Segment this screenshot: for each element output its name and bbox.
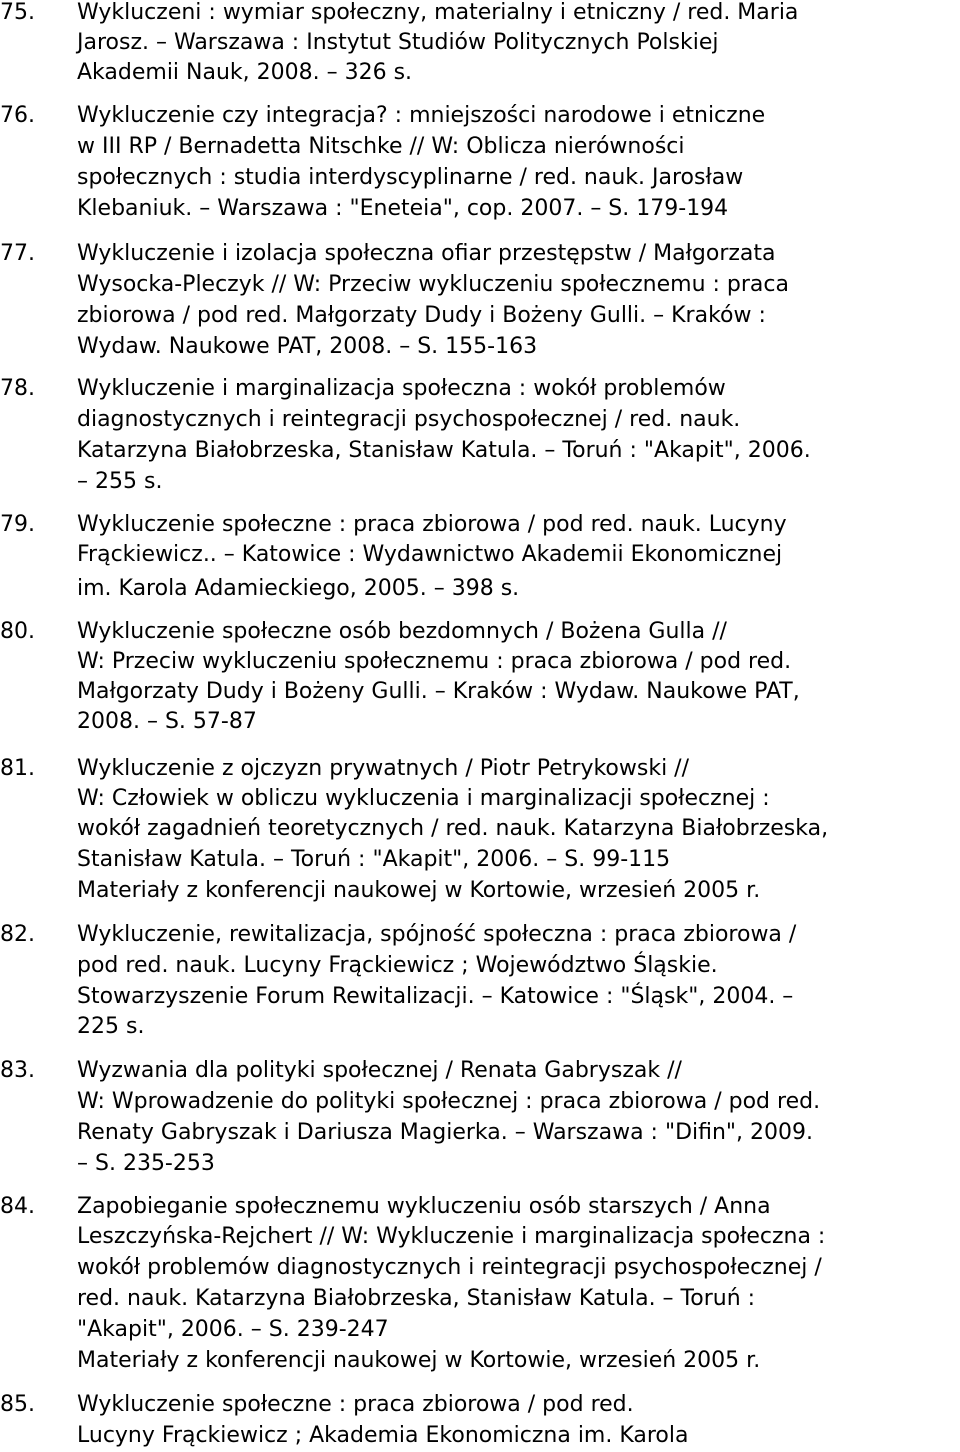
entry-line: Wykluczenie społeczne : praca zbiorowa / pod red. xyxy=(77,1392,634,1417)
entry-line: Wykluczenie czy integracja? : mniejszości narodowe i etniczne xyxy=(77,103,766,128)
entry-line: Wyzwania dla polityki społecznej / Renata Gabryszak // xyxy=(77,1058,682,1083)
entry-line: W: Człowiek w obliczu wykluczenia i marginalizacji społecznej : xyxy=(77,786,770,811)
entry-line: Materiały z konferencji naukowej w Kortowie, wrzesień 2005 r. xyxy=(77,878,761,903)
entry-line: społecznych : studia interdyscyplinarne / red. nauk. Jarosław xyxy=(77,165,744,190)
entry-line: Stowarzyszenie Forum Rewitalizacji. – Katowice : "Śląsk", 2004. – xyxy=(77,984,794,1009)
entry-number: 75. xyxy=(0,0,35,25)
entry-line: Frąckiewicz.. – Katowice : Wydawnictwo Akademii Ekonomicznej xyxy=(77,542,783,567)
entry-line: w III RP / Bernadetta Nitschke // W: Oblicza nierówności xyxy=(77,134,685,159)
entry-line: wokół problemów diagnostycznych i reintegracji psychospołecznej / xyxy=(77,1255,822,1280)
entry-line: "Akapit", 2006. – S. 239-247 xyxy=(77,1317,389,1342)
entry-line: Akademii Nauk, 2008. – 326 s. xyxy=(77,60,413,85)
entry-number: 83. xyxy=(0,1058,35,1083)
entry-line: – 255 s. xyxy=(77,469,163,494)
entry-line: Wykluczenie z ojczyzn prywatnych / Piotr Petrykowski // xyxy=(77,756,690,781)
entry-line: Klebaniuk. – Warszawa : "Eneteia", cop. 2007. – S. 179-194 xyxy=(77,196,729,221)
entry-number: 76. xyxy=(0,103,35,128)
entry-line: Wykluczenie społeczne : praca zbiorowa / pod red. nauk. Lucyny xyxy=(77,512,787,537)
entry-line: im. Karola Adamieckiego, 2005. – 398 s. xyxy=(77,576,520,601)
entry-line: W: Przeciw wykluczeniu społecznemu : praca zbiorowa / pod red. xyxy=(77,649,792,674)
entry-line: Jarosz. – Warszawa : Instytut Studiów Politycznych Polskiej xyxy=(77,30,719,55)
entry-number: 85. xyxy=(0,1392,35,1417)
entry-line: wokół zagadnień teoretycznych / red. nauk. Katarzyna Białobrzeska, xyxy=(77,816,829,841)
entry-line: pod red. nauk. Lucyny Frąckiewicz ; Województwo Śląskie. xyxy=(77,953,718,978)
entry-line: Stanisław Katula. – Toruń : "Akapit", 2006. – S. 99-115 xyxy=(77,847,671,872)
entry-line: – S. 235-253 xyxy=(77,1151,215,1176)
entry-line: Wydaw. Naukowe PAT, 2008. – S. 155-163 xyxy=(77,334,538,359)
entry-line: Wykluczenie, rewitalizacja, spójność społeczna : praca zbiorowa / xyxy=(77,922,797,947)
entry-line: Katarzyna Białobrzeska, Stanisław Katula. – Toruń : "Akapit", 2006. xyxy=(77,438,811,463)
entry-line: 225 s. xyxy=(77,1014,145,1039)
entry-line: Leszczyńska-Rejchert // W: Wykluczenie i marginalizacja społeczna : xyxy=(77,1224,826,1249)
entry-line: Zapobieganie społecznemu wykluczeniu osób starszych / Anna xyxy=(77,1194,771,1219)
entry-number: 82. xyxy=(0,922,35,947)
entry-number: 84. xyxy=(0,1194,35,1219)
entry-line: 2008. – S. 57-87 xyxy=(77,709,257,734)
entry-line: diagnostycznych i reintegracji psychospołecznej / red. nauk. xyxy=(77,407,741,432)
entry-line: Lucyny Frąckiewicz ; Akademia Ekonomiczna im. Karola xyxy=(77,1423,689,1448)
entry-line: Materiały z konferencji naukowej w Kortowie, wrzesień 2005 r. xyxy=(77,1348,761,1373)
entry-line: Renaty Gabryszak i Dariusza Magierka. – Warszawa : "Difin", 2009. xyxy=(77,1120,814,1145)
entry-line: Wykluczenie i marginalizacja społeczna : wokół problemów xyxy=(77,376,726,401)
entry-number: 78. xyxy=(0,376,35,401)
entry-line: W: Wprowadzenie do polityki społecznej : praca zbiorowa / pod red. xyxy=(77,1089,821,1114)
entry-line: Małgorzaty Dudy i Bożeny Gulli. – Kraków : Wydaw. Naukowe PAT, xyxy=(77,679,800,704)
entry-line: zbiorowa / pod red. Małgorzaty Dudy i Bożeny Gulli. – Kraków : xyxy=(77,303,766,328)
entry-line: Wykluczenie społeczne osób bezdomnych / Bożena Gulla // xyxy=(77,619,727,644)
entry-line: red. nauk. Katarzyna Białobrzeska, Stanisław Katula. – Toruń : xyxy=(77,1286,756,1311)
entry-line: Wysocka-Pleczyk // W: Przeciw wykluczeniu społecznemu : praca xyxy=(77,272,789,297)
entry-number: 77. xyxy=(0,241,35,266)
entry-line: Wykluczenie i izolacja społeczna ofiar przestępstw / Małgorzata xyxy=(77,241,776,266)
entry-number: 81. xyxy=(0,756,35,781)
entry-number: 80. xyxy=(0,619,35,644)
entry-line: Wykluczeni : wymiar społeczny, materialny i etniczny / red. Maria xyxy=(77,0,799,25)
entry-number: 79. xyxy=(0,512,35,537)
